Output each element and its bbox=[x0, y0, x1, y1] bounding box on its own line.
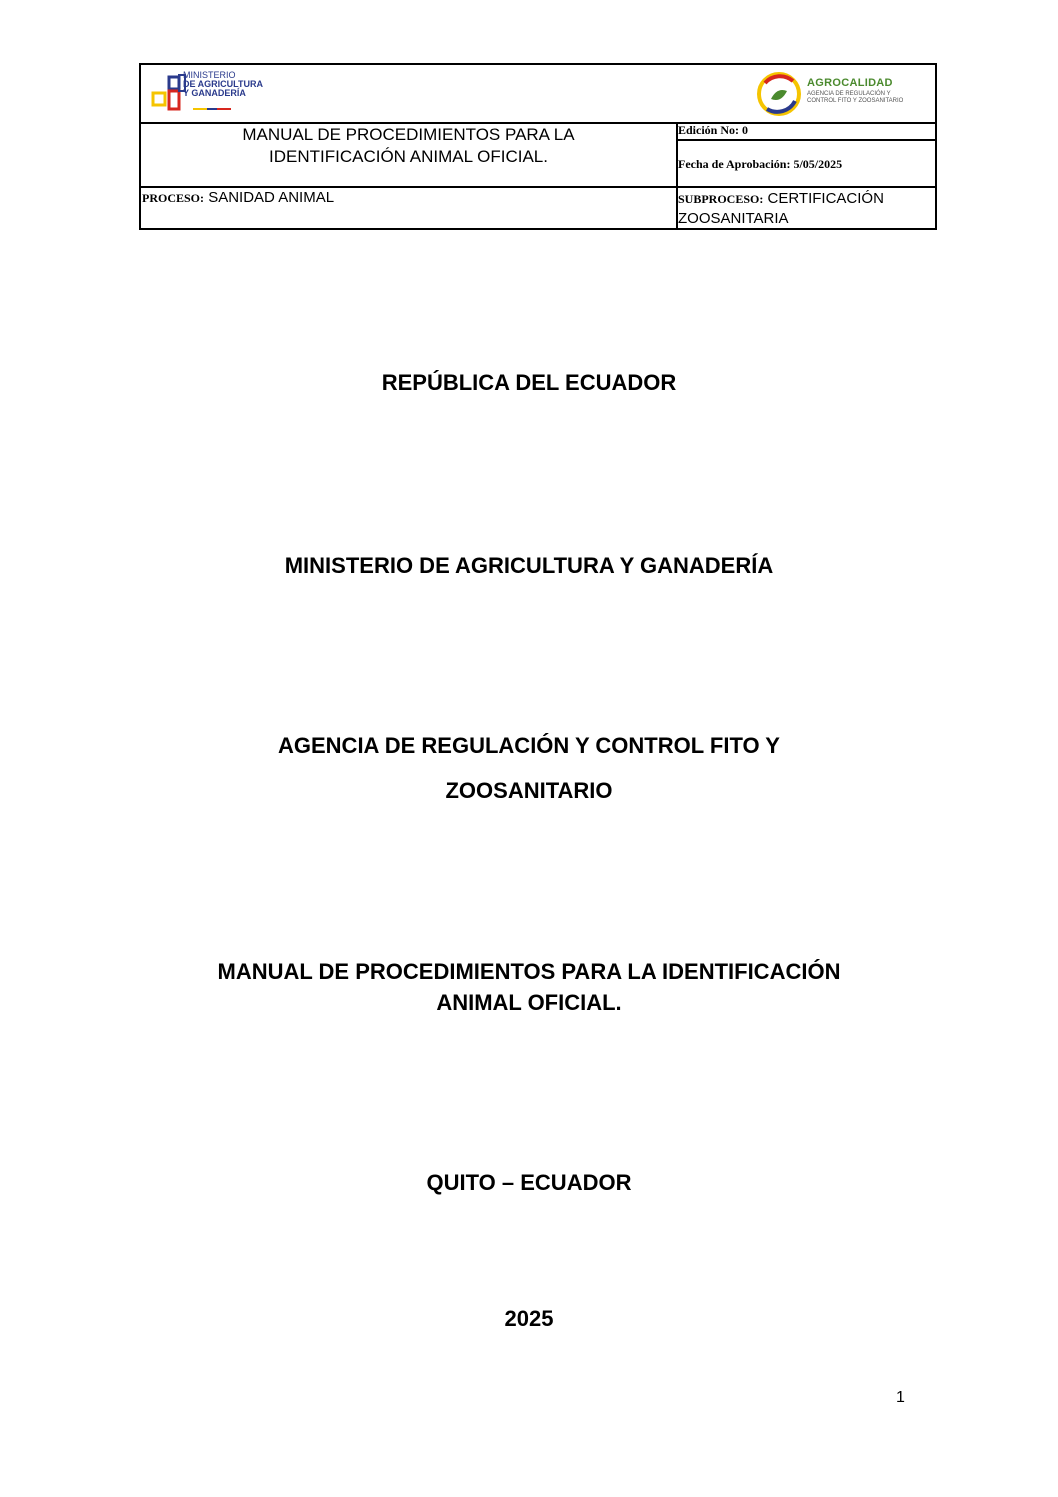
header-table bbox=[139, 63, 937, 230]
agrocalidad-title: AGROCALIDAD bbox=[807, 77, 893, 89]
year-heading: 2025 bbox=[504, 1306, 554, 1331]
republica-heading: REPÚBLICA DEL ECUADOR bbox=[381, 370, 677, 395]
ministerio-logo-line3: Y GANADERÍA bbox=[183, 88, 246, 98]
manual-title-line1: MANUAL DE PROCEDIMIENTOS PARA LA IDENTIFICACIÓN bbox=[217, 959, 841, 984]
subproceso-value: CERTIFICACIÓN ZOOSANITARIA bbox=[678, 190, 884, 227]
manual-title-line2: ANIMAL OFICIAL. bbox=[436, 990, 622, 1015]
header-manual-title-line2: IDENTIFICACIÓN ANIMAL OFICIAL. bbox=[269, 147, 548, 166]
ministerio-logo-text bbox=[183, 71, 263, 98]
proceso-value: SANIDAD ANIMAL bbox=[208, 189, 335, 206]
proceso-label: PROCESO: bbox=[142, 191, 205, 205]
fecha-aprobacion-label: Fecha de Aprobación: 5/05/2025 bbox=[678, 157, 843, 171]
header-manual-title bbox=[141, 122, 676, 168]
header-divider bbox=[678, 139, 935, 141]
proceso-cell bbox=[142, 189, 334, 206]
page-number: 1 bbox=[896, 1389, 905, 1406]
edicion-label: Edición No: 0 bbox=[678, 123, 749, 137]
subproceso-cell bbox=[678, 189, 938, 229]
subproceso-label: SUBPROCESO: bbox=[678, 192, 764, 206]
ministerio-heading: MINISTERIO DE AGRICULTURA Y GANADERÍA bbox=[284, 553, 774, 578]
header-logo-row bbox=[141, 65, 935, 124]
header-process-row bbox=[141, 186, 935, 228]
agrocalidad-subtitle: AGENCIA DE REGULACIÓN Y CONTROL FITO Y ZOOSANITARIO bbox=[807, 91, 904, 104]
header-manual-title-line1: MANUAL DE PROCEDIMIENTOS PARA LA bbox=[242, 125, 575, 144]
location-heading: QUITO – ECUADOR bbox=[426, 1170, 632, 1195]
agencia-heading-line1: AGENCIA DE REGULACIÓN Y CONTROL FITO Y bbox=[278, 733, 780, 758]
ministerio-logo-line1: MINISTERIO bbox=[183, 70, 236, 80]
agencia-heading-line2: ZOOSANITARIO bbox=[445, 778, 613, 803]
header-title-row bbox=[141, 122, 935, 188]
ministerio-logo-line2: DE AGRICULTURA bbox=[183, 79, 263, 89]
